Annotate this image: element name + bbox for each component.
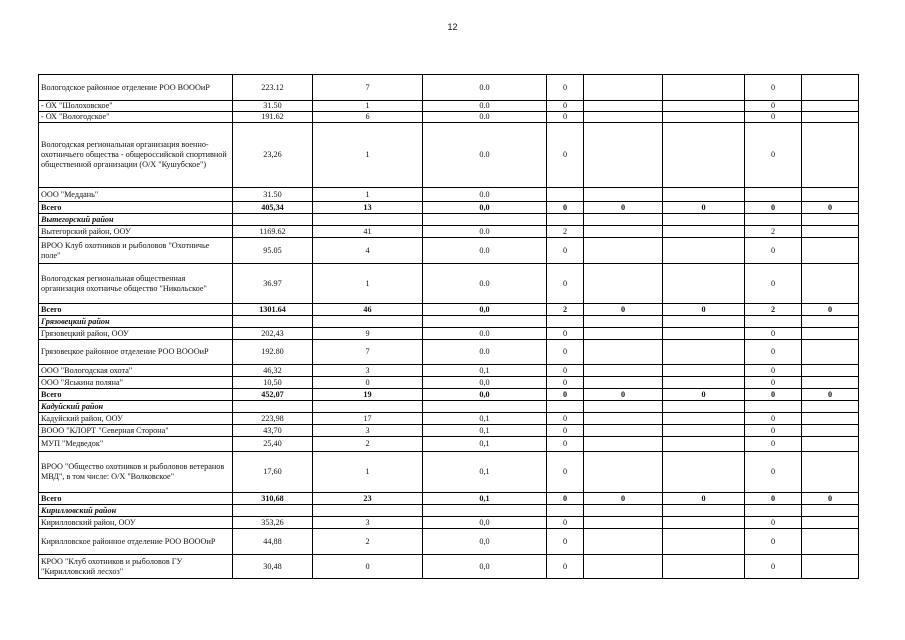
cell-col-7 <box>663 238 745 264</box>
cell-density: 0.0 <box>423 101 547 112</box>
empty-cell <box>745 316 802 328</box>
cell-density: 0.0 <box>423 123 547 188</box>
cell-quota: 1 <box>313 123 423 188</box>
district-header-row <box>39 214 859 226</box>
cell-area: 31.50 <box>233 101 313 112</box>
empty-cell <box>663 214 745 226</box>
cell-quota: 1 <box>313 452 423 493</box>
table-row <box>39 555 859 579</box>
cell-col-9: 0 <box>802 389 859 401</box>
cell-col-6: 0 <box>584 389 663 401</box>
cell-density: 0,1 <box>423 365 547 377</box>
cell-area: 202,43 <box>233 328 313 340</box>
cell-col-8: 0 <box>745 365 802 377</box>
cell-col-6 <box>584 264 663 304</box>
table-row <box>39 437 859 452</box>
cell-org-name: Грязовецкий район, ООУ <box>39 328 233 340</box>
table-row <box>39 517 859 529</box>
empty-cell <box>547 401 584 413</box>
cell-org-name: ООО "Яськина поляна" <box>39 377 233 389</box>
cell-density: 0,1 <box>423 452 547 493</box>
cell-col-7 <box>663 226 745 238</box>
cell-col-7 <box>663 529 745 555</box>
cell-harvest: 0 <box>547 101 584 112</box>
empty-cell <box>547 505 584 517</box>
cell-org-name: Всего <box>39 304 233 316</box>
cell-col-8 <box>745 188 802 202</box>
cell-col-6 <box>584 75 663 101</box>
cell-quota: 2 <box>313 529 423 555</box>
empty-cell <box>423 505 547 517</box>
cell-col-8: 0 <box>745 340 802 365</box>
cell-col-6 <box>584 425 663 437</box>
cell-col-6: 0 <box>584 202 663 214</box>
cell-col-6 <box>584 377 663 389</box>
total-row <box>39 493 859 505</box>
empty-cell <box>802 401 859 413</box>
cell-org-name: ВООО "КЛОРТ "Северная Сторона" <box>39 425 233 437</box>
cell-quota: 1 <box>313 188 423 202</box>
cell-col-7 <box>663 413 745 425</box>
cell-col-8: 0 <box>745 75 802 101</box>
cell-quota: 19 <box>313 389 423 401</box>
cell-area: 1301.64 <box>233 304 313 316</box>
cell-col-6 <box>584 188 663 202</box>
cell-quota: 41 <box>313 226 423 238</box>
cell-harvest: 0 <box>547 340 584 365</box>
cell-col-7 <box>663 452 745 493</box>
cell-quota: 3 <box>313 517 423 529</box>
table-row <box>39 75 859 101</box>
cell-quota: 13 <box>313 202 423 214</box>
cell-col-9 <box>802 517 859 529</box>
empty-cell <box>584 401 663 413</box>
cell-col-8: 0 <box>745 238 802 264</box>
empty-cell <box>802 214 859 226</box>
empty-cell <box>663 401 745 413</box>
cell-harvest: 0 <box>547 517 584 529</box>
district-name: Вытегорский район <box>39 214 233 226</box>
cell-col-6 <box>584 413 663 425</box>
empty-cell <box>313 316 423 328</box>
cell-col-8: 0 <box>745 202 802 214</box>
cell-density: 0,0 <box>423 304 547 316</box>
cell-col-9: 0 <box>802 304 859 316</box>
cell-col-9: 0 <box>802 493 859 505</box>
cell-col-7 <box>663 328 745 340</box>
cell-density: 0.0 <box>423 264 547 304</box>
cell-quota: 1 <box>313 264 423 304</box>
cell-area: 223,98 <box>233 413 313 425</box>
empty-cell <box>584 214 663 226</box>
cell-col-6 <box>584 452 663 493</box>
cell-col-7 <box>663 101 745 112</box>
cell-col-7: 0 <box>663 493 745 505</box>
cell-col-9 <box>802 413 859 425</box>
cell-col-6 <box>584 328 663 340</box>
cell-col-7 <box>663 555 745 579</box>
table-row <box>39 238 859 264</box>
cell-col-6 <box>584 517 663 529</box>
page-number: 12 <box>447 22 458 32</box>
cell-col-9 <box>802 112 859 123</box>
empty-cell <box>584 505 663 517</box>
cell-col-6 <box>584 340 663 365</box>
cell-col-9 <box>802 529 859 555</box>
cell-harvest: 2 <box>547 226 584 238</box>
cell-harvest: 0 <box>547 328 584 340</box>
district-header-row <box>39 316 859 328</box>
cell-area: 452,07 <box>233 389 313 401</box>
cell-col-9 <box>802 340 859 365</box>
cell-harvest: 0 <box>547 264 584 304</box>
table-row <box>39 188 859 202</box>
cell-density: 0.0 <box>423 188 547 202</box>
cell-org-name: Всего <box>39 389 233 401</box>
cell-col-7 <box>663 123 745 188</box>
cell-quota: 7 <box>313 75 423 101</box>
empty-cell <box>663 505 745 517</box>
cell-col-8: 0 <box>745 452 802 493</box>
cell-col-8: 0 <box>745 493 802 505</box>
cell-col-9 <box>802 238 859 264</box>
cell-col-7 <box>663 112 745 123</box>
cell-col-7 <box>663 365 745 377</box>
cell-org-name: Кирилловское районное отделение РОО ВОООиР <box>39 529 233 555</box>
empty-cell <box>584 316 663 328</box>
empty-cell <box>233 505 313 517</box>
cell-harvest: 2 <box>547 304 584 316</box>
table-row <box>39 377 859 389</box>
cell-density: 0,0 <box>423 555 547 579</box>
cell-quota: 17 <box>313 413 423 425</box>
cell-harvest: 0 <box>547 112 584 123</box>
district-name: Кадуйский район <box>39 401 233 413</box>
cell-harvest: 0 <box>547 377 584 389</box>
cell-col-9 <box>802 555 859 579</box>
cell-harvest: 0 <box>547 529 584 555</box>
cell-quota: 0 <box>313 555 423 579</box>
cell-quota: 2 <box>313 437 423 452</box>
table-row <box>39 101 859 112</box>
cell-quota: 7 <box>313 340 423 365</box>
cell-quota: 3 <box>313 365 423 377</box>
table-row <box>39 328 859 340</box>
cell-density: 0.0 <box>423 328 547 340</box>
cell-org-name: Кирилловский район, ООУ <box>39 517 233 529</box>
cell-area: 10,50 <box>233 377 313 389</box>
empty-cell <box>313 401 423 413</box>
empty-cell <box>663 316 745 328</box>
empty-cell <box>745 505 802 517</box>
cell-col-6 <box>584 437 663 452</box>
cell-density: 0,1 <box>423 437 547 452</box>
cell-harvest <box>547 188 584 202</box>
cell-area: 25,40 <box>233 437 313 452</box>
table-row <box>39 425 859 437</box>
cell-col-7: 0 <box>663 202 745 214</box>
cell-org-name: ООО "Меддань" <box>39 188 233 202</box>
cell-harvest: 0 <box>547 365 584 377</box>
cell-org-name: Грязовецкое районное отделение РОО ВОООиР <box>39 340 233 365</box>
cell-org-name: Вытегорский район, ООУ <box>39 226 233 238</box>
table-row <box>39 365 859 377</box>
cell-harvest: 0 <box>547 75 584 101</box>
cell-col-9 <box>802 377 859 389</box>
cell-quota: 6 <box>313 112 423 123</box>
cell-col-8: 2 <box>745 304 802 316</box>
district-header-row <box>39 401 859 413</box>
cell-col-6: 0 <box>584 493 663 505</box>
cell-area: 353,26 <box>233 517 313 529</box>
cell-harvest: 0 <box>547 238 584 264</box>
empty-cell <box>745 401 802 413</box>
cell-col-8: 2 <box>745 226 802 238</box>
table-row <box>39 226 859 238</box>
empty-cell <box>423 401 547 413</box>
cell-area: 36.97 <box>233 264 313 304</box>
cell-col-7 <box>663 75 745 101</box>
district-header-row <box>39 505 859 517</box>
cell-col-7 <box>663 340 745 365</box>
cell-col-6 <box>584 123 663 188</box>
cell-org-name: Вологодская региональная организация военно-охотничьего общества - общероссийской спортивной общественной организации (О/Х "Кушубское") <box>39 123 233 188</box>
cell-area: 23,26 <box>233 123 313 188</box>
cell-col-8: 0 <box>745 101 802 112</box>
cell-harvest: 0 <box>547 413 584 425</box>
empty-cell <box>423 316 547 328</box>
cell-quota: 23 <box>313 493 423 505</box>
empty-cell <box>233 401 313 413</box>
cell-col-8: 0 <box>745 264 802 304</box>
cell-col-7 <box>663 437 745 452</box>
table-row <box>39 452 859 493</box>
cell-quota: 0 <box>313 377 423 389</box>
hunting-grounds-table <box>38 74 859 579</box>
cell-col-6 <box>584 529 663 555</box>
cell-col-6 <box>584 555 663 579</box>
table-row <box>39 123 859 188</box>
empty-cell <box>423 214 547 226</box>
cell-col-6 <box>584 112 663 123</box>
cell-area: 310,68 <box>233 493 313 505</box>
cell-org-name: ВРОО "Общество охотников и рыболовов ветеранов МВД", в том числе: О/Х "Волковское" <box>39 452 233 493</box>
cell-density: 0,1 <box>423 493 547 505</box>
cell-density: 0,0 <box>423 202 547 214</box>
cell-col-8: 0 <box>745 517 802 529</box>
district-name: Грязовецкий район <box>39 316 233 328</box>
cell-col-7 <box>663 377 745 389</box>
empty-cell <box>802 505 859 517</box>
cell-col-8: 0 <box>745 555 802 579</box>
cell-org-name: Вологодская региональная общественная организация охотничье общество "Никольское" <box>39 264 233 304</box>
table-row <box>39 264 859 304</box>
cell-org-name: ООО "Вологодская охота" <box>39 365 233 377</box>
cell-col-6: 0 <box>584 304 663 316</box>
cell-harvest: 0 <box>547 389 584 401</box>
cell-col-8: 0 <box>745 112 802 123</box>
cell-org-name: - ОХ "Шолоховское" <box>39 101 233 112</box>
cell-org-name: - ОХ "Вологодское" <box>39 112 233 123</box>
cell-quota: 4 <box>313 238 423 264</box>
cell-density: 0,0 <box>423 529 547 555</box>
cell-harvest: 0 <box>547 452 584 493</box>
table-body <box>39 75 859 579</box>
cell-col-9 <box>802 264 859 304</box>
cell-density: 0.0 <box>423 226 547 238</box>
cell-col-9 <box>802 328 859 340</box>
cell-col-7 <box>663 425 745 437</box>
cell-area: 31.50 <box>233 188 313 202</box>
cell-harvest: 0 <box>547 123 584 188</box>
cell-org-name: КРОО "Клуб охотников и рыболовов ГУ "Кирилловский лесхоз" <box>39 555 233 579</box>
cell-col-9 <box>802 437 859 452</box>
cell-col-9: 0 <box>802 202 859 214</box>
cell-col-9 <box>802 188 859 202</box>
cell-density: 0,0 <box>423 377 547 389</box>
cell-org-name: Всего <box>39 493 233 505</box>
table-row <box>39 112 859 123</box>
cell-col-6 <box>584 226 663 238</box>
cell-col-9 <box>802 452 859 493</box>
empty-cell <box>802 316 859 328</box>
cell-col-8: 0 <box>745 377 802 389</box>
cell-col-9 <box>802 75 859 101</box>
cell-col-6 <box>584 365 663 377</box>
cell-org-name: Всего <box>39 202 233 214</box>
cell-area: 192.80 <box>233 340 313 365</box>
cell-col-7: 0 <box>663 389 745 401</box>
cell-col-7 <box>663 188 745 202</box>
cell-area: 44,88 <box>233 529 313 555</box>
cell-col-9 <box>802 123 859 188</box>
total-row <box>39 389 859 401</box>
cell-area: 17,60 <box>233 452 313 493</box>
cell-area: 95.05 <box>233 238 313 264</box>
empty-cell <box>547 316 584 328</box>
cell-area: 1169.62 <box>233 226 313 238</box>
cell-col-7: 0 <box>663 304 745 316</box>
cell-col-8: 0 <box>745 425 802 437</box>
cell-density: 0,1 <box>423 413 547 425</box>
cell-org-name: Вологодское районное отделение РОО ВОООиР <box>39 75 233 101</box>
cell-quota: 3 <box>313 425 423 437</box>
cell-harvest: 0 <box>547 202 584 214</box>
table-row <box>39 529 859 555</box>
cell-col-8: 0 <box>745 123 802 188</box>
empty-cell <box>313 505 423 517</box>
cell-col-9 <box>802 101 859 112</box>
cell-density: 0.0 <box>423 112 547 123</box>
cell-quota: 1 <box>313 101 423 112</box>
table-row <box>39 413 859 425</box>
total-row <box>39 202 859 214</box>
cell-area: 43,70 <box>233 425 313 437</box>
cell-harvest: 0 <box>547 437 584 452</box>
cell-org-name: МУП "Медведок" <box>39 437 233 452</box>
empty-cell <box>233 316 313 328</box>
cell-density: 0,1 <box>423 425 547 437</box>
empty-cell <box>313 214 423 226</box>
district-name: Кирилловский район <box>39 505 233 517</box>
cell-quota: 9 <box>313 328 423 340</box>
cell-col-9 <box>802 365 859 377</box>
cell-harvest: 0 <box>547 425 584 437</box>
cell-density: 0,0 <box>423 517 547 529</box>
cell-org-name: ВРОО Клуб охотников и рыболовов "Охотничье поле" <box>39 238 233 264</box>
empty-cell <box>547 214 584 226</box>
cell-col-8: 0 <box>745 328 802 340</box>
table-row <box>39 340 859 365</box>
cell-org-name: Кадуйский район, ООУ <box>39 413 233 425</box>
cell-col-8: 0 <box>745 437 802 452</box>
cell-density: 0,0 <box>423 389 547 401</box>
cell-col-6 <box>584 101 663 112</box>
cell-col-8: 0 <box>745 529 802 555</box>
cell-harvest: 0 <box>547 555 584 579</box>
cell-area: 46,32 <box>233 365 313 377</box>
cell-area: 191.62 <box>233 112 313 123</box>
cell-col-7 <box>663 517 745 529</box>
cell-quota: 46 <box>313 304 423 316</box>
cell-density: 0.0 <box>423 340 547 365</box>
cell-col-8: 0 <box>745 389 802 401</box>
cell-col-7 <box>663 264 745 304</box>
cell-area: 223.12 <box>233 75 313 101</box>
cell-density: 0.0 <box>423 75 547 101</box>
cell-area: 405,34 <box>233 202 313 214</box>
cell-col-8: 0 <box>745 413 802 425</box>
cell-col-9 <box>802 226 859 238</box>
cell-harvest: 0 <box>547 493 584 505</box>
total-row <box>39 304 859 316</box>
cell-area: 30,48 <box>233 555 313 579</box>
empty-cell <box>745 214 802 226</box>
empty-cell <box>233 214 313 226</box>
cell-col-9 <box>802 425 859 437</box>
cell-density: 0.0 <box>423 238 547 264</box>
cell-col-6 <box>584 238 663 264</box>
